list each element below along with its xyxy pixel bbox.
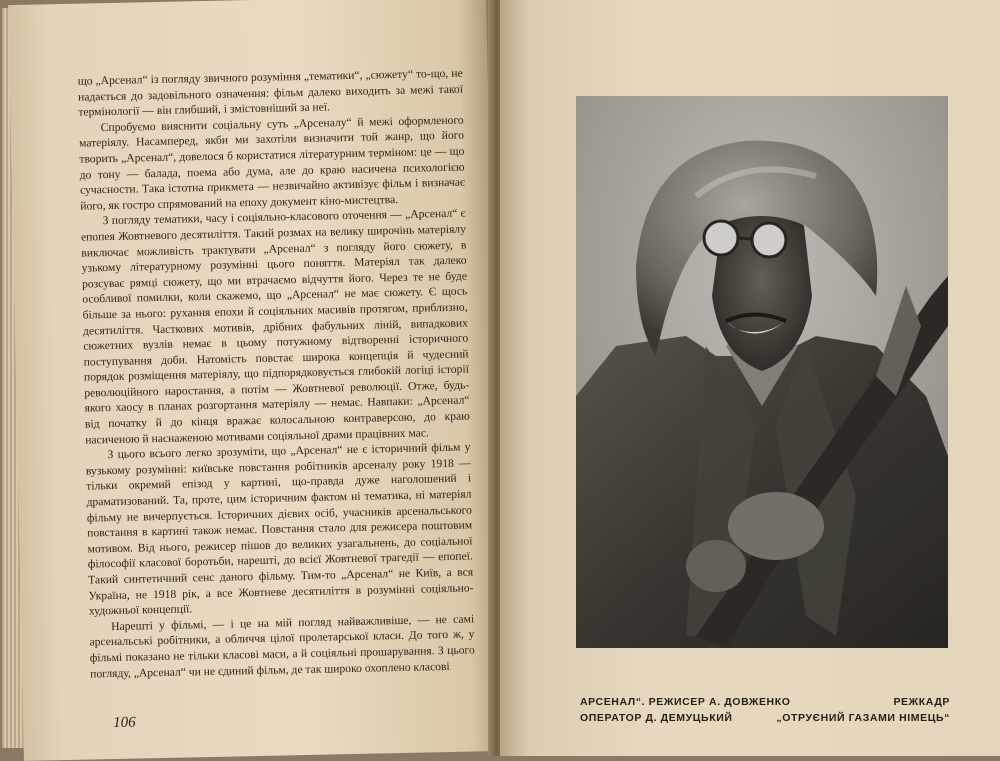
page-number: 106 [113,714,136,732]
left-page [8,0,502,761]
caption-still-title: „ОТРУЄНИЙ ГАЗАМИ НІМЕЦЬ“ [776,712,950,724]
paragraph: З цього всього легко зрозуміти, що „Арсенал“ не є історичний фільм у вузькому розумінні: київське повстання робітників арсеналу року 1918 — тільки окремий епізод у картині, що-правда дуже наголошений і драматизований. Та, проте, цим історичним фактом ні тематика, ні матеріял фільму не вичерпується. Історичних дієвих осіб, учасників арсенальського повстання в картині також немає. Повстання стало для режисера поштовим мотивом. Від нього, режисер пішов до великих узагальнень, до соціальної філософії класової боротьби, нарешті, до всієї Жовтневої трагедії — епопеї. Такий синтетичний сенс даного фільму. Тим-то „Арсенал“ не Київ, а вся Україна, не 1918 рік, а все Жовтневе десятиліття в розумінні соціяльно-художньої концепції. [85,440,474,618]
caption-operator: ОПЕРАТОР Д. ДЕМУЦЬКИЙ [580,712,733,724]
caption-still-label: РЕЖКАДР [893,696,950,708]
film-still-photo [576,96,948,648]
soldier-photo-illustration [576,96,948,648]
paragraph: Спробуємо вияснити соціальну суть „Арсеналу“ й межі оформленого матеріялу. Насамперед, якби ми захотіли визначити той жанр, що його творить „Арсенал“, довелося б користатися літературним терміном: це — що до тону — балада, поема або дума, але до краю насичена психологією сучасности. Така істотна прикмета — незвичайно активізує фільм і визначає його, як гостро спрямований на епоху документ кіно-мистецтва. [78,113,466,213]
photo-caption-still [776,694,950,726]
paragraph: Нарешті у фільмі, — і це на мій погляд найважливіше, — не самі арсенальські робітники, а обличчя цілої пролетарської класи. До того ж, у фільмі показано не тільки класові маси, а й соціяльні прошарування. З цього погляду, „Арсенал“ чи не єдиний фільм, де так широко охоплено класові [89,612,475,681]
caption-title-director: АРСЕНАЛ“. РЕЖИСЕР А. ДОВЖЕНКО [580,696,791,708]
photo-caption-credits [580,694,791,726]
body-text [78,66,476,682]
right-page [500,0,1000,756]
paragraph: З погляду тематики, часу і соціяльно-класового оточення — „Арсенал“ є епопея Жовтневого десятиліття. Такий розмах на велику широчінь матеріялу виключає можливість трактувати „Арсенал“ з погляду його сюжету, в узькому літературному розумінні цього поняття. Матеріял так далеко розсуває рямці сюжету, що ми втрачаємо відчуття його. Через те не буде особливої помилки, коли скажемо, що „Арсенал“ не має сюжету. Є щось більше за нього: рухання епохи й соціяльних масивів протягом, приблизно, десятиліття. Часткових мотивів, дрібних фабульних ліній, випадкових сюжетних вузлів немає в цьому потужному відтворенні історичного поступування доби. Натомість повстає широка концепція й чудесний порядок розміщення матеріялу, що підпорядковується глибокій логіці історії революційного наростання, а потім — Жовтневої революції. Отже, будь-якого хаосу в планах розгортання матеріялу — немає. Навпаки: „Арсенал“ від початку й до кінця вражає колосальною контраверсою, до краю насиченою й наснаженою мотивами соціяльної драми працівних мас. [80,206,470,447]
paragraph: що „Арсенал“ із погляду звичного розуміння „тематики“, „сюжету“ то-що, не надається до задовільного означення: фільм далеко виходить за межі такої термінології — він глибший, і змістовніший за неї. [77,66,464,119]
